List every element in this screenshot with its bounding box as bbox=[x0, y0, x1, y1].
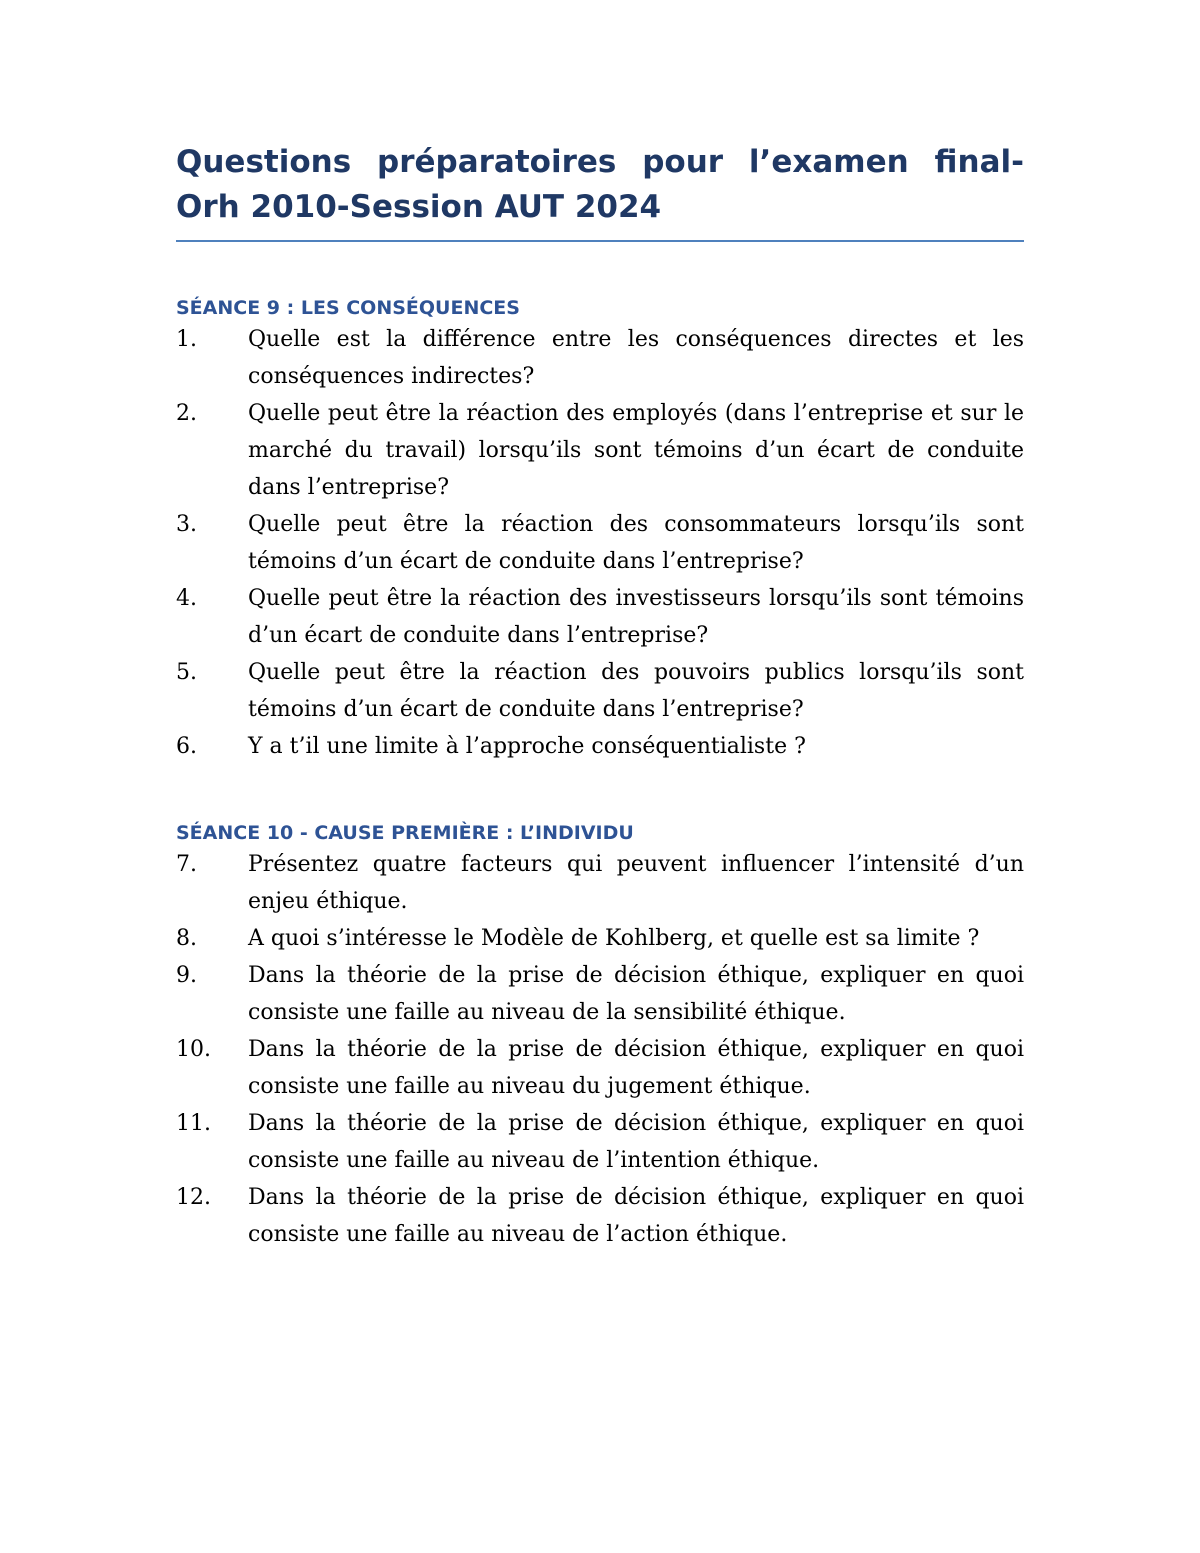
document-title: Questions préparatoires pour l’examen final-Orh 2010-Session AUT 2024 bbox=[176, 144, 1024, 225]
question-number: 6. bbox=[176, 734, 197, 759]
question-list-seance-9 bbox=[176, 321, 1024, 765]
question-number: 3. bbox=[176, 512, 197, 537]
question-text: Dans la théorie de la prise de décision éthique, expliquer en quoi consiste une faille au niveau de la sensibilité éthique. bbox=[248, 963, 1024, 1025]
question-text: A quoi s’intéresse le Modèle de Kohlberg, et quelle est sa limite ? bbox=[248, 926, 980, 951]
question-text: Dans la théorie de la prise de décision éthique, expliquer en quoi consiste une faille au niveau du jugement éthique. bbox=[248, 1037, 1024, 1099]
question-text: Quelle peut être la réaction des pouvoirs publics lorsqu’ils sont témoins d’un écart de conduite dans l’entreprise? bbox=[248, 660, 1024, 722]
question-text: Quelle est la différence entre les conséquences directes et les conséquences indirectes? bbox=[248, 327, 1024, 389]
question-text: Quelle peut être la réaction des employés (dans l’entreprise et sur le marché du travail) lorsqu’ils sont témoins d’un écart de conduite dans l’entreprise? bbox=[248, 401, 1024, 500]
question-number: 12. bbox=[176, 1185, 211, 1210]
question-text: Dans la théorie de la prise de décision éthique, expliquer en quoi consiste une faille au niveau de l’intention éthique. bbox=[248, 1111, 1024, 1173]
list-item bbox=[176, 957, 1024, 1031]
question-number: 5. bbox=[176, 660, 197, 685]
question-number: 1. bbox=[176, 327, 197, 352]
question-number: 2. bbox=[176, 401, 197, 426]
question-number: 10. bbox=[176, 1037, 211, 1062]
question-number: 9. bbox=[176, 963, 197, 988]
list-item bbox=[176, 506, 1024, 580]
list-item bbox=[176, 920, 1024, 957]
section-heading-seance-9: SÉANCE 9 : LES CONSÉQUENCES bbox=[176, 297, 520, 319]
document-page bbox=[176, 140, 1024, 1253]
list-item bbox=[176, 654, 1024, 728]
question-text: Dans la théorie de la prise de décision éthique, expliquer en quoi consiste une faille au niveau de l’action éthique. bbox=[248, 1185, 1024, 1247]
title-divider bbox=[176, 240, 1024, 242]
list-item bbox=[176, 846, 1024, 920]
list-item bbox=[176, 1105, 1024, 1179]
question-number: 7. bbox=[176, 852, 197, 877]
section-heading-seance-10: SÉANCE 10 - CAUSE PREMIÈRE : L’INDIVIDU bbox=[176, 822, 634, 844]
question-text: Présentez quatre facteurs qui peuvent influencer l’intensité d’un enjeu éthique. bbox=[248, 852, 1024, 914]
list-item bbox=[176, 395, 1024, 506]
question-number: 4. bbox=[176, 586, 197, 611]
list-item bbox=[176, 728, 1024, 765]
list-item bbox=[176, 580, 1024, 654]
question-number: 11. bbox=[176, 1111, 211, 1136]
list-item bbox=[176, 1031, 1024, 1105]
question-list-seance-10 bbox=[176, 846, 1024, 1253]
list-item bbox=[176, 1179, 1024, 1253]
question-number: 8. bbox=[176, 926, 197, 951]
list-item bbox=[176, 321, 1024, 395]
question-text: Y a t’il une limite à l’approche conséquentialiste ? bbox=[248, 734, 806, 759]
question-text: Quelle peut être la réaction des consommateurs lorsqu’ils sont témoins d’un écart de conduite dans l’entreprise? bbox=[248, 512, 1024, 574]
question-text: Quelle peut être la réaction des investisseurs lorsqu’ils sont témoins d’un écart de conduite dans l’entreprise? bbox=[248, 586, 1024, 648]
